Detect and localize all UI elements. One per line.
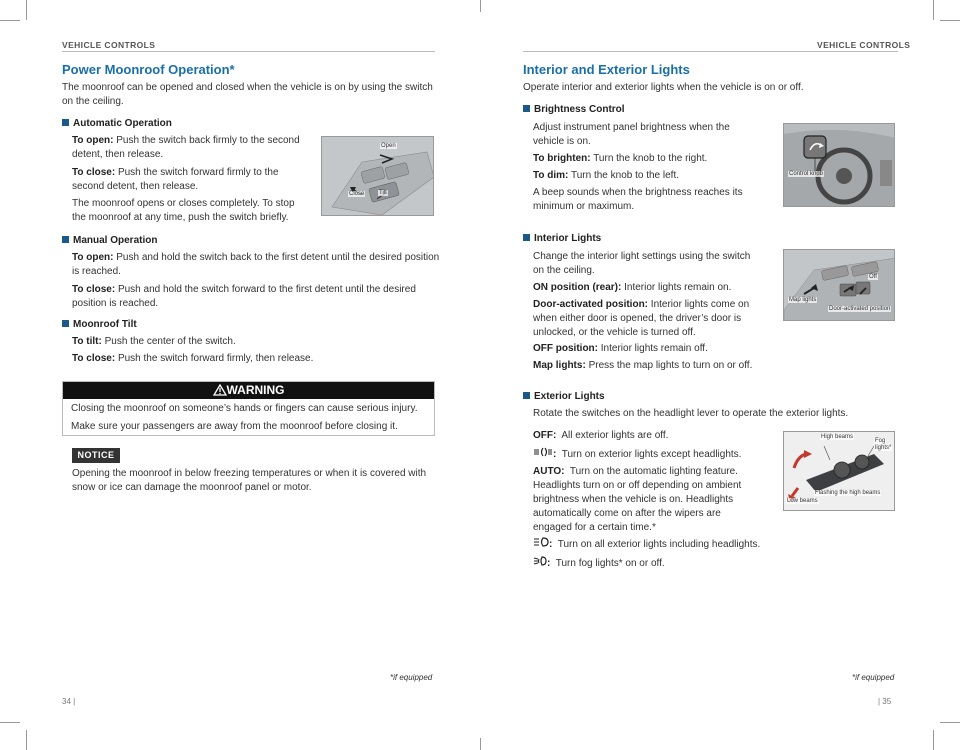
figure-label-fog: Fog <box>875 438 886 444</box>
manual-open: To open: Push and hold the switch back to the first detent until the desired position is reached. <box>72 252 440 277</box>
tilt-open: To tilt: Push the center of the switch. <box>72 336 236 347</box>
dashboard-figure <box>783 123 895 207</box>
headlights-icon <box>533 537 549 552</box>
figure-label-door-activated: Door-activated position <box>829 306 891 312</box>
parking-lights-icon <box>533 447 553 462</box>
warning-bar <box>63 382 434 399</box>
figure-label-control-knob: Control knob <box>789 171 824 177</box>
subhead-exterior: Exterior Lights <box>523 391 605 402</box>
right-page <box>480 0 960 750</box>
running-head: VEHICLE CONTROLS <box>817 40 911 50</box>
exterior-headlights: : Turn on all exterior lights including headlights. <box>533 537 760 552</box>
figure-label-fog-lights: lights* <box>875 445 892 451</box>
interior-door: Door-activated position: Interior lights come on when either door is opened, the driver’s door is unlocked, or the vehicle is turned off. <box>533 299 750 338</box>
exterior-off: OFF: All exterior lights are off. <box>533 430 669 441</box>
figure-label-map-lights: Map lights <box>789 297 817 303</box>
headlight-lever-figure <box>783 431 895 511</box>
footnote: *if equipped <box>852 673 895 682</box>
figure-label-high-beams: High beams <box>821 434 854 440</box>
brighten-text: To brighten: Turn the knob to the right. <box>533 153 708 164</box>
warning-line-2: Make sure your passengers are away from the moonroof before closing it. <box>71 421 398 432</box>
interior-lights-figure <box>783 249 895 321</box>
warning-label: WARNING <box>226 383 285 397</box>
figure-label-flashing: Flashing the high beams <box>815 490 881 496</box>
page-number: | 35 <box>878 697 892 706</box>
subhead-brightness: Brightness Control <box>523 104 625 115</box>
warning-triangle-icon <box>213 384 227 401</box>
warning-box <box>62 381 435 436</box>
moonroof-switch-illustration <box>322 137 434 216</box>
subhead-interior: Interior Lights <box>523 233 601 244</box>
notice-badge: NOTICE <box>72 448 120 463</box>
section-title: Power Moonroof Operation* <box>62 62 235 77</box>
figure-label-low-beams: Low beams <box>787 498 818 504</box>
figure-label-off: Off <box>869 274 877 280</box>
header-rule <box>523 51 898 52</box>
brightness-text: Adjust instrument panel brightness when the vehicle is on. <box>533 122 730 147</box>
notice-text: Opening the moonroof in below freezing temperatures or when it is covered with snow or ice can damage the moonroof panel or motor. <box>72 468 427 493</box>
intro-text: The moonroof can be opened and closed when the vehicle is on by using the switch on the ceiling. <box>62 82 433 107</box>
subhead-manual: Manual Operation <box>62 235 157 246</box>
page-number: 34 | <box>62 697 76 706</box>
subhead-tilt: Moonroof Tilt <box>62 319 137 330</box>
beep-text: A beep sounds when the brightness reaches its minimum or maximum. <box>533 187 743 212</box>
figure-label-close: Close <box>349 191 365 197</box>
moonroof-switch-figure <box>321 136 434 216</box>
interior-text: Change the interior light settings using the switch on the ceiling. <box>533 251 751 276</box>
figure-label-open: Open <box>381 143 396 149</box>
auto-open: To open: Push the switch back firmly to the second detent, then release. <box>72 135 300 160</box>
exterior-fog: : Turn fog lights* on or off. <box>533 556 665 571</box>
exterior-parking: : Turn on exterior lights except headlights. <box>533 447 741 462</box>
figure-label-tilt: Tilt <box>379 190 387 196</box>
running-head: VEHICLE CONTROLS <box>62 40 156 50</box>
footnote: *if equipped <box>390 673 433 682</box>
fog-lights-icon <box>533 556 547 571</box>
intro-text: Operate interior and exterior lights when the vehicle is on or off. <box>523 82 804 93</box>
auto-stop: The moonroof opens or closes completely. To stop the moonroof at any time, push the switch briefly. <box>72 198 295 223</box>
subhead-automatic: Automatic Operation <box>62 118 172 129</box>
section-title: Interior and Exterior Lights <box>523 62 690 77</box>
manual-close: To close: Push and hold the switch forward to the first detent until the desired position is reached. <box>72 284 416 309</box>
interior-on: ON position (rear): Interior lights remain on. <box>533 282 732 293</box>
tilt-close: To close: Push the switch forward firmly, then release. <box>72 353 314 364</box>
interior-off: OFF position: Interior lights remain off. <box>533 343 708 354</box>
warning-line-1: Closing the moonroof on someone’s hands or fingers can cause serious injury. <box>71 403 418 414</box>
auto-close: To close: Push the switch forward firmly to the second detent, then release. <box>72 167 279 192</box>
exterior-auto: AUTO: Turn on the automatic lighting feature. Headlights turn on or off depending on ambient brightness when the vehicle is on. Headlights automatically come on after the wipers are engaged for a certain time.* <box>533 466 742 533</box>
exterior-text: Rotate the switches on the headlight lever to operate the exterior lights. <box>533 408 849 419</box>
dim-text: To dim: Turn the knob to the left. <box>533 170 680 181</box>
interior-map: Map lights: Press the map lights to turn on or off. <box>533 360 753 371</box>
header-rule <box>62 51 435 52</box>
dashboard-illustration <box>784 124 895 207</box>
